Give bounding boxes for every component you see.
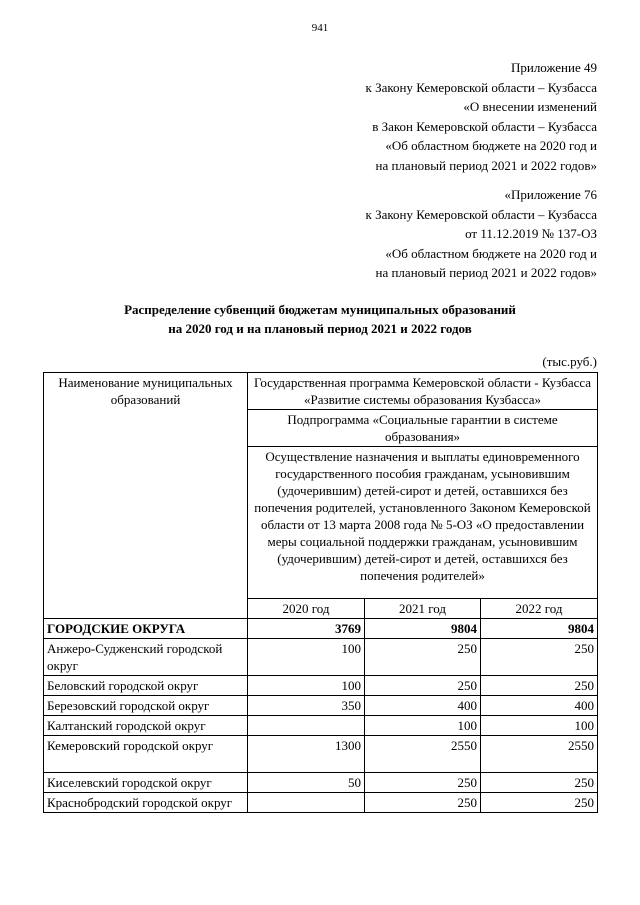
appendix-line: к Закону Кемеровской области – Кузбасса [365, 79, 597, 95]
value-2020: 1300 [248, 736, 365, 773]
value-2021: 400 [365, 696, 481, 716]
value-2021: 250 [365, 639, 481, 676]
appendix-line: от 11.12.2019 № 137-ОЗ [465, 226, 597, 241]
table-row [44, 736, 598, 773]
page-number: 941 [311, 22, 329, 34]
value-2022: 250 [481, 676, 598, 696]
title-line: на 2020 год и на плановый период 2021 и 2022 годов [168, 321, 472, 336]
table-row [44, 773, 598, 793]
value-2022: 2550 [481, 736, 598, 773]
year-header-2021: 2021 год [365, 599, 481, 619]
row-name: Киселевский городской округ [44, 773, 248, 793]
program-header: Государственная программа Кемеровской области - Кузбасса «Развитие системы образования Кузбасса» [248, 373, 598, 410]
name-column-header: Наименование муниципальных образований [44, 373, 248, 619]
value-2020: 350 [248, 696, 365, 716]
appendix-line: «Об областном бюджете на 2020 год и [385, 138, 597, 153]
value-2021: 250 [365, 773, 481, 793]
value-2022: 250 [481, 793, 598, 813]
value-2022: 250 [481, 639, 598, 676]
value-2021: 250 [365, 793, 481, 813]
row-name: Калтанский городской округ [44, 716, 248, 736]
appendix-line: «Об областном бюджете на 2020 год и [385, 245, 597, 261]
appendix-line: на плановый период 2021 и 2022 годов» [375, 157, 597, 173]
document-title [0, 300, 640, 338]
value-2022: 100 [481, 716, 598, 736]
table-row [44, 696, 598, 716]
value-2021: 2550 [365, 736, 481, 773]
table-row [44, 793, 598, 813]
row-name: Березовский городской округ [44, 696, 248, 716]
row-name: ГОРОДСКИЕ ОКРУГА [44, 619, 248, 639]
value-2020: 50 [248, 773, 365, 793]
row-name: Краснобродский городской округ [44, 793, 248, 813]
value-2022: 400 [481, 696, 598, 716]
appendix-line: в Закон Кемеровской области – Кузбасса [372, 118, 597, 134]
subprogram-header: Подпрограмма «Социальные гарантии в системе образования» [248, 410, 598, 447]
value-2021: 100 [365, 716, 481, 736]
table-row-total [44, 619, 598, 639]
value-2022: 9804 [481, 619, 598, 639]
appendix-76-header [366, 185, 598, 283]
value-2021: 9804 [365, 619, 481, 639]
row-name: Беловский городской округ [44, 676, 248, 696]
appendix-line: «Приложение 76 [504, 187, 597, 202]
value-2020: 100 [248, 676, 365, 696]
subventions-table [43, 372, 598, 813]
appendix-49-header [366, 58, 598, 175]
appendix-line: на плановый период 2021 и 2022 годов» [375, 265, 597, 280]
units-label: (тыс.руб.) [542, 354, 597, 369]
table-row [44, 639, 598, 676]
row-name: Кемеровский городской округ [44, 736, 248, 773]
value-2020: 3769 [248, 619, 365, 639]
table-row [44, 716, 598, 736]
year-header-2022: 2022 год [481, 599, 598, 619]
value-2020: 100 [248, 639, 365, 676]
appendix-line: к Закону Кемеровской области – Кузбасса [365, 206, 597, 222]
measure-header: Осуществление назначения и выплаты единовременного государственного пособия гражданам, усыновившим (удочерившим) детей-сирот и детей, оставшихся без попечения родителей, установленного Законом Кемеровской области от 13 марта 2008 года № 5-ОЗ «О предоставлении меры социальной поддержки гражданам, усыновившим (удочерившим) детей-сирот и детей, оставшихся без попечения родителей» [248, 447, 598, 599]
year-header-2020: 2020 год [248, 599, 365, 619]
value-2020 [248, 793, 365, 813]
value-2022: 250 [481, 773, 598, 793]
appendix-line: Приложение 49 [510, 60, 597, 75]
value-2020 [248, 716, 365, 736]
row-name: Анжеро-Судженский городской округ [44, 639, 248, 676]
value-2021: 250 [365, 676, 481, 696]
appendix-line: «О внесении изменений [463, 99, 597, 114]
title-line: Распределение субвенций бюджетам муниципальных образований [124, 302, 516, 317]
table-row [44, 676, 598, 696]
